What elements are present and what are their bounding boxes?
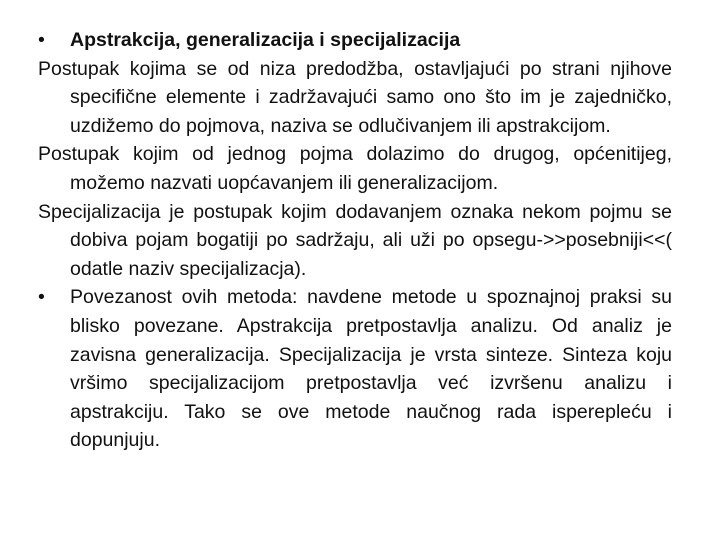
slide-content (38, 26, 672, 455)
connection-item (38, 283, 672, 455)
heading-item (38, 26, 672, 55)
paragraph-abstraction: Postupak kojima se od niza predodžba, ostavljajući po strani njihove specifične elemente i zadržavajući samo ono što im je zajedničko, uzdižemo do pojmova, naziva se odlučivanjem ili apstrakcijom. (38, 57, 672, 137)
bullet-icon: • (38, 286, 45, 309)
paragraph-specialization: Specijalizacija je postupak kojim dodavanjem oznaka nekom pojmu se dobiva pojam bogatiji po sadržaju, ali uži po opsegu->>posebniji<<( odatle naziv specijalizacja). (38, 200, 672, 280)
heading-text: Apstrakcija, generalizacija i specijalizacija (70, 29, 461, 51)
bullet-icon: • (38, 29, 45, 51)
connection-text: Povezanost ovih metoda: navdene metode u spoznajnoj praksi su blisko povezane. Apstrakcija pretpostavlja analizu. Od analiz je zavisna generalizacija. Specijalizacija je vrsta sinteze. Sinteza koju vršimo specijalizacijom pretpostavlja već izvršenu analizu i apstrakciju. Tako se ove metode naučnog rada isperepleću i dopunjuju. (70, 286, 672, 452)
paragraph-generalization: Postupak kojim od jednog pojma dolazimo do drugog, općenitijeg, možemo nazvati uopćavanjem ili generalizacijom. (38, 143, 672, 194)
